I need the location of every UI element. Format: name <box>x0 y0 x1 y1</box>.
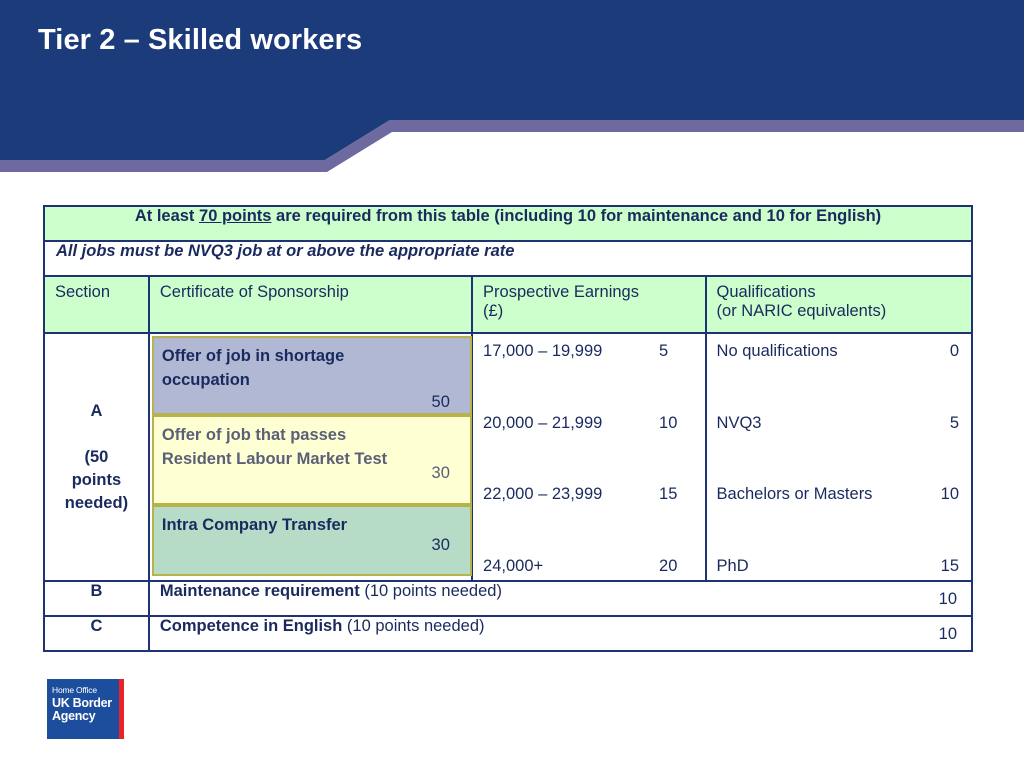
earnings-range: 17,000 – 19,999 <box>483 342 603 360</box>
section-c-letter: C <box>44 616 149 651</box>
earnings-row <box>483 485 693 507</box>
cos-option-points: 30 <box>431 536 450 554</box>
requirement-prefix: At least <box>134 207 200 225</box>
cos-option-points: 30 <box>431 464 450 482</box>
nvq-note: All jobs must be NVQ3 job at or above the appropriate rate <box>44 241 972 276</box>
section-a-need-2: points <box>71 470 122 489</box>
header-cos: Certificate of Sponsorship <box>149 276 472 333</box>
english-title: Competence in English <box>159 617 343 635</box>
cos-option-intra-company <box>152 505 472 576</box>
header-earnings-line1: Prospective Earnings <box>483 283 639 301</box>
slide-title: Tier 2 – Skilled workers <box>38 24 363 56</box>
qualification-name: Bachelors or Masters <box>716 485 873 503</box>
qualification-points: 10 <box>940 485 959 503</box>
section-b-letter: B <box>44 581 149 616</box>
section-a-label <box>44 333 149 581</box>
qualification-name: PhD <box>716 557 749 575</box>
header-qual-line2: (or NARIC equivalents) <box>716 302 887 320</box>
section-c-description <box>149 616 972 651</box>
cos-option-shortage <box>152 336 472 415</box>
qualifications-list <box>706 333 972 581</box>
earnings-points: 15 <box>659 485 678 503</box>
earnings-points: 10 <box>659 414 678 432</box>
section-b-description <box>149 581 972 616</box>
cos-option-labour-market <box>152 415 472 505</box>
points-table <box>43 205 973 652</box>
english-note: (10 points needed) <box>342 617 485 635</box>
qualification-name: NVQ3 <box>716 414 762 432</box>
section-a-row <box>44 333 972 581</box>
section-c-row <box>44 616 972 651</box>
earnings-range: 24,000+ <box>483 557 544 575</box>
section-b-row <box>44 581 972 616</box>
uk-border-agency-logo <box>47 679 124 739</box>
qualification-points: 0 <box>949 342 959 360</box>
maintenance-title: Maintenance requirement <box>159 582 360 600</box>
qualification-points: 15 <box>940 557 959 575</box>
earnings-list <box>472 333 706 581</box>
earnings-range: 22,000 – 23,999 <box>483 485 603 503</box>
earnings-row <box>483 414 693 436</box>
logo-line1: UK Border <box>52 696 112 710</box>
english-points: 10 <box>938 625 957 643</box>
header-section: Section <box>44 276 149 333</box>
header-qual-line1: Qualifications <box>716 283 816 301</box>
earnings-points: 20 <box>659 557 678 575</box>
column-header-row <box>44 276 972 333</box>
requirement-note <box>44 206 972 241</box>
qualification-name: No qualifications <box>716 342 838 360</box>
earnings-range: 20,000 – 21,999 <box>483 414 603 432</box>
earnings-row <box>483 342 693 364</box>
requirement-suffix: are required from this table (including 10 for maintenance and 10 for English) <box>271 207 882 225</box>
logo-home-office: Home Office <box>52 685 97 695</box>
qualification-row <box>717 342 959 364</box>
seventy-points-link[interactable]: 70 points <box>199 207 272 225</box>
cos-option-label: Intra Company Transfer <box>161 516 348 534</box>
header-earnings <box>472 276 706 333</box>
cos-options <box>149 333 472 581</box>
earnings-row <box>483 557 693 579</box>
qualification-row <box>717 557 959 579</box>
nvq-row <box>44 241 972 276</box>
qualification-points: 5 <box>949 414 959 432</box>
logo-line2: Agency <box>52 709 96 723</box>
maintenance-note: (10 points needed) <box>359 582 502 600</box>
cos-option-points: 50 <box>431 393 450 411</box>
section-a-need-1: (50 <box>84 447 109 466</box>
cos-option-label: Offer of job that passes Resident Labour Market Test <box>161 426 388 468</box>
maintenance-points: 10 <box>938 590 957 608</box>
requirement-row <box>44 206 972 241</box>
earnings-points: 5 <box>659 342 669 360</box>
section-a-need-3: needed) <box>64 493 129 512</box>
header-earnings-line2: (£) <box>483 302 504 320</box>
cos-option-label: Offer of job in shortage occupation <box>161 347 345 389</box>
qualification-row <box>717 485 959 507</box>
header-qualifications <box>706 276 972 333</box>
section-a-letter: A <box>90 401 103 420</box>
qualification-row <box>717 414 959 436</box>
